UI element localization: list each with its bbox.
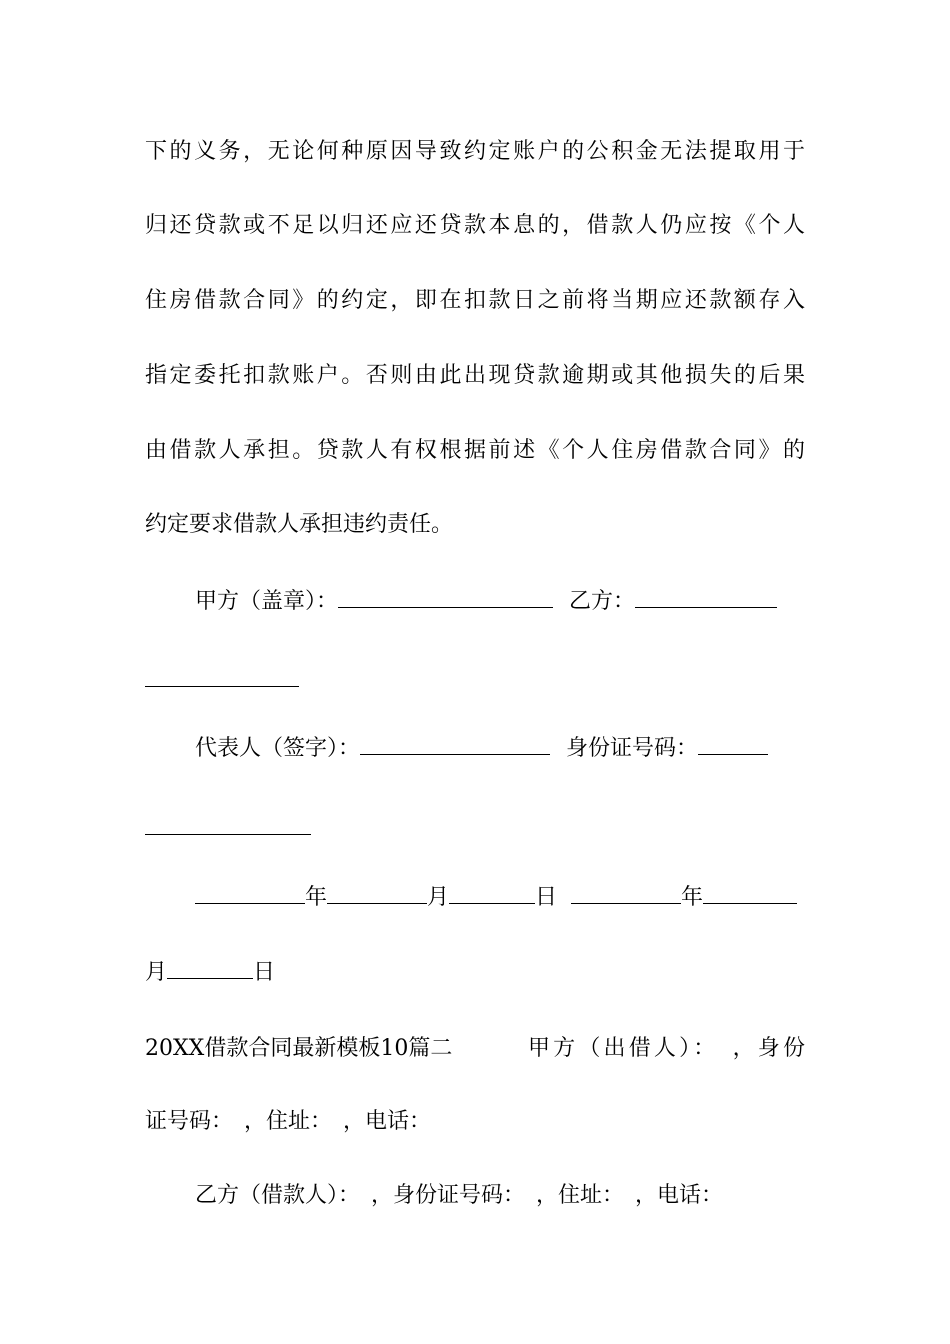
date-row-continued bbox=[145, 958, 275, 988]
day-label-b: 日 bbox=[253, 960, 276, 985]
paragraph-line-6: 约定要求借款人承担违约责任。 bbox=[145, 512, 454, 537]
party-a-blank[interactable] bbox=[338, 589, 553, 608]
section-2-heading: 20XX借款合同最新模板10篇二 bbox=[145, 1036, 453, 1061]
party-b-label: 乙方： bbox=[569, 589, 636, 614]
party-b-blank-continued[interactable] bbox=[145, 668, 299, 687]
month-label-b: 月 bbox=[145, 960, 168, 985]
year-label-a: 年 bbox=[305, 885, 328, 910]
month-blank-a[interactable] bbox=[327, 885, 427, 904]
paragraph-line-1: 下的义务，无论何种原因导致约定账户的公积金无法提取用于 bbox=[145, 139, 805, 164]
paragraph-line-4: 指定委托扣款账户。否则由此出现贷款逾期或其他损失的后果 bbox=[145, 363, 805, 388]
month-blank-b[interactable] bbox=[703, 885, 797, 904]
lender-line-a: 甲方（出借人）： ，身份 bbox=[528, 1036, 805, 1061]
party-a-row bbox=[195, 587, 777, 617]
month-label-a: 月 bbox=[427, 885, 450, 910]
paragraph-line-5: 由借款人承担。贷款人有权根据前述《个人住房借款合同》的 bbox=[145, 438, 805, 463]
year-blank-a[interactable] bbox=[195, 885, 305, 904]
lender-line-b: 证号码： ，住址： ，电话： bbox=[145, 1109, 432, 1134]
representative-blank[interactable] bbox=[360, 736, 550, 755]
representative-row bbox=[195, 734, 768, 764]
date-row bbox=[195, 883, 797, 913]
paragraph-line-2: 归还贷款或不足以归还应还贷款本息的，借款人仍应按《个人 bbox=[145, 213, 805, 238]
day-blank-b[interactable] bbox=[167, 960, 253, 979]
id-number-label: 身份证号码： bbox=[566, 736, 699, 761]
id-number-blank-continued[interactable] bbox=[145, 816, 311, 835]
section-2-heading-row bbox=[145, 1034, 452, 1064]
representative-label: 代表人（签字）： bbox=[195, 736, 361, 761]
year-label-b: 年 bbox=[681, 885, 704, 910]
borrower-line: 乙方（借款人）： ，身份证号码： ，住址： ，电话： bbox=[195, 1183, 724, 1208]
paragraph-line-3: 住房借款合同》的约定，即在扣款日之前将当期应还款额存入 bbox=[145, 288, 805, 313]
party-b-blank[interactable] bbox=[635, 589, 777, 608]
id-number-blank[interactable] bbox=[698, 736, 768, 755]
day-blank-a[interactable] bbox=[449, 885, 535, 904]
year-blank-b[interactable] bbox=[571, 885, 681, 904]
day-label-a: 日 bbox=[535, 885, 558, 910]
party-a-label: 甲方（盖章）： bbox=[195, 589, 339, 614]
